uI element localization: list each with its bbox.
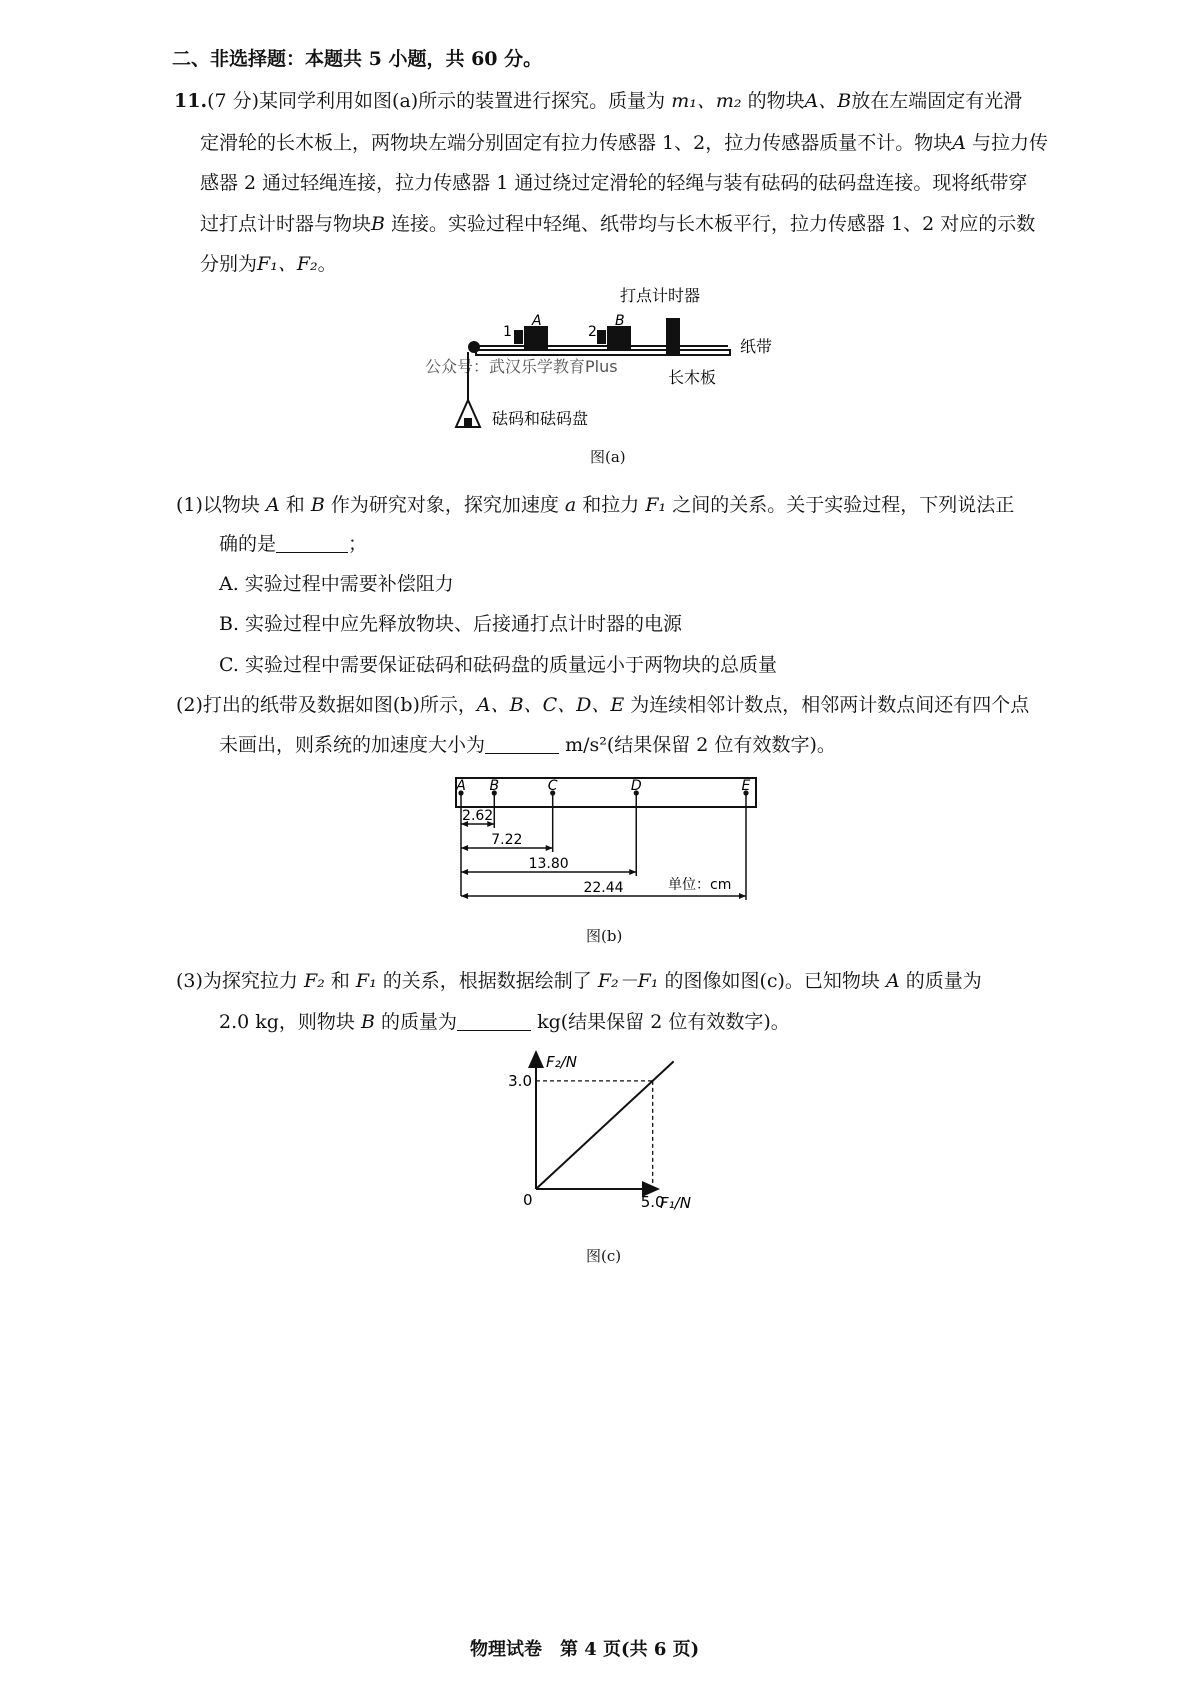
question-text: 定滑轮的长木板上，两物块左端分别固定有拉力传感器 1、2，拉力传感器质量不计。物块 bbox=[200, 132, 953, 154]
answer-blank-2[interactable] bbox=[485, 733, 559, 754]
question-points: (7 分) bbox=[207, 90, 260, 112]
figure-a-caption: 图(a) bbox=[590, 448, 626, 466]
sensor-1-shape bbox=[514, 330, 523, 344]
block-symbol: A bbox=[265, 494, 280, 516]
part1-text: 和 bbox=[285, 494, 305, 516]
tape-point-label: D bbox=[630, 778, 642, 794]
figure-c-caption: 图(c) bbox=[586, 1247, 622, 1265]
tape-point-label: A bbox=[456, 778, 466, 794]
question-text: 过打点计时器与物块 bbox=[200, 213, 372, 235]
part2-text: (2)打出的纸带及数据如图(b)所示， bbox=[176, 694, 477, 716]
question-line-1 bbox=[174, 87, 1022, 115]
origin-label: 0 bbox=[523, 1191, 533, 1209]
dimension-arrow bbox=[629, 869, 636, 875]
part1-text: ； bbox=[348, 533, 368, 555]
pulley-icon bbox=[468, 341, 480, 353]
question-line-4 bbox=[200, 210, 1035, 238]
question-text: 。 bbox=[317, 253, 337, 275]
mass-symbols: m₁、m₂ bbox=[671, 90, 742, 112]
part3-text: 的质量为 bbox=[381, 1011, 458, 1033]
question-text: 放在左端固定有光滑 bbox=[851, 90, 1023, 112]
tape-label: 纸带 bbox=[740, 337, 773, 356]
option-a: A. 实验过程中需要补偿阻力 bbox=[219, 573, 454, 595]
block-symbol: B bbox=[371, 213, 385, 235]
question-text: 分别为 bbox=[200, 253, 258, 275]
x-axis-label: F₁/N bbox=[660, 1194, 691, 1212]
x-tick-label: 5.0 bbox=[640, 1193, 665, 1211]
unit-label: m/s² bbox=[565, 734, 607, 756]
dimension-arrow bbox=[461, 845, 468, 851]
question-text: 连接。实验过程中轻绳、纸带均与长木板平行，拉力传感器 1、2 对应的示数 bbox=[391, 213, 1036, 235]
figure-a-apparatus bbox=[0, 280, 1200, 460]
weight-icon bbox=[464, 418, 472, 426]
part1-text: (1)以物块 bbox=[176, 494, 260, 516]
question-text: 与拉力传 bbox=[972, 132, 1049, 154]
part3-line-1 bbox=[176, 967, 982, 995]
block-a-shape bbox=[524, 326, 548, 350]
part1-text: 作为研究对象，探究加速度 bbox=[330, 494, 559, 516]
accel-symbol: a bbox=[564, 494, 577, 516]
block-symbols: A、B bbox=[804, 90, 852, 112]
board-label: 长木板 bbox=[668, 368, 717, 387]
figure-b-caption: 图(b) bbox=[586, 927, 623, 945]
y-tick-label: 3.0 bbox=[508, 1071, 532, 1090]
part2-text: 为连续相邻计数点，相邻两计数点间还有四个点 bbox=[630, 694, 1030, 716]
tape-point-label: E bbox=[741, 778, 751, 794]
block-symbol: B bbox=[310, 494, 325, 516]
sensor-2-shape bbox=[597, 330, 606, 344]
dimension-value: 2.62 bbox=[462, 808, 494, 824]
part3-text: (3)为探究拉力 bbox=[176, 970, 298, 992]
weights-label: 砝码和砝码盘 bbox=[492, 409, 589, 428]
timer-shape bbox=[666, 318, 680, 354]
part1-line-2 bbox=[219, 530, 367, 558]
tape-rect bbox=[456, 778, 756, 807]
page-footer: 物理试卷 第 4 页(共 6 页) bbox=[470, 1639, 700, 1660]
force-symbol: F₂ bbox=[303, 970, 325, 992]
part3-text: 的质量为 bbox=[905, 970, 982, 992]
block-symbol: A bbox=[952, 132, 966, 154]
part1-text: 确的是 bbox=[219, 533, 277, 555]
part3-text: 和 bbox=[330, 970, 350, 992]
answer-blank-1[interactable] bbox=[276, 532, 348, 553]
unit-label: kg bbox=[537, 1011, 561, 1033]
dimension-value: 7.22 bbox=[491, 832, 523, 848]
timer-label: 打点计时器 bbox=[620, 286, 701, 305]
sensor-2-label: 2 bbox=[588, 324, 597, 340]
block-b-label: B bbox=[615, 313, 625, 329]
y-axis-label: F₂/N bbox=[546, 1053, 577, 1071]
section-heading: 二、非选择题：本题共 5 小题，共 60 分。 bbox=[172, 48, 543, 70]
part1-text: 和拉力 bbox=[582, 494, 640, 516]
answer-blank-3[interactable] bbox=[457, 1010, 531, 1031]
dimension-value: 13.80 bbox=[528, 856, 569, 872]
part3-text: 的图像如图(c)。已知物块 bbox=[664, 970, 880, 992]
part3-text: 2.0 kg，则物块 bbox=[219, 1011, 355, 1033]
block-symbol: B bbox=[360, 1011, 375, 1033]
part2-line-1 bbox=[176, 691, 1029, 719]
force-symbol: F₁ bbox=[355, 970, 377, 992]
watermark: 公众号：武汉乐学教育Plus bbox=[425, 357, 618, 376]
question-number: 11. bbox=[174, 90, 208, 112]
dimension-arrow bbox=[461, 869, 468, 875]
part2-text: 未画出，则系统的加速度大小为 bbox=[219, 734, 486, 756]
force-symbols: F₁、F₂ bbox=[257, 253, 318, 275]
part3-text: (结果保留 2 位有效数字)。 bbox=[560, 1011, 790, 1033]
dimension-arrow bbox=[461, 893, 468, 899]
part3-text: 的关系，根据数据绘制了 bbox=[382, 970, 592, 992]
long-board bbox=[476, 350, 730, 355]
force-expression: F₂－F₁ bbox=[597, 970, 659, 992]
part1-text: 之间的关系。关于实验过程，下列说法正 bbox=[672, 494, 1015, 516]
option-b: B. 实验过程中应先释放物块、后接通打点计时器的电源 bbox=[219, 613, 683, 635]
unit-label: 单位：cm bbox=[668, 877, 732, 893]
figure-c-graph bbox=[0, 1045, 1200, 1225]
dimension-arrow bbox=[546, 845, 553, 851]
part3-line-2 bbox=[219, 1008, 790, 1036]
force-symbol: F₁ bbox=[645, 494, 667, 516]
block-b-shape bbox=[607, 326, 631, 350]
sensor-1-label: 1 bbox=[503, 324, 512, 340]
figure-b-tape bbox=[0, 770, 1200, 900]
tape-point-label: C bbox=[547, 778, 558, 794]
block-symbol: A bbox=[885, 970, 900, 992]
part2-text: (结果保留 2 位有效数字)。 bbox=[606, 734, 836, 756]
question-line-3: 感器 2 通过轻绳连接，拉力传感器 1 通过绕过定滑轮的轻绳与装有砝码的砝码盘连接。现将纸带穿 bbox=[200, 172, 1028, 194]
question-text: 的物块 bbox=[747, 90, 805, 112]
part1-line-1 bbox=[176, 491, 1014, 519]
count-points: A、B、C、D、E bbox=[476, 694, 625, 716]
dimension-value: 22.44 bbox=[583, 880, 624, 896]
tape-point-label: B bbox=[489, 778, 500, 794]
question-line-2 bbox=[200, 129, 1048, 157]
question-text: 某同学利用如图(a)所示的装置进行探究。质量为 bbox=[259, 90, 666, 112]
option-c: C. 实验过程中需要保证砝码和砝码盘的质量远小于两物块的总质量 bbox=[219, 654, 777, 676]
block-a-label: A bbox=[532, 313, 542, 329]
dimension-arrow bbox=[739, 893, 746, 899]
part2-line-2 bbox=[219, 731, 836, 759]
question-line-5 bbox=[200, 250, 337, 278]
